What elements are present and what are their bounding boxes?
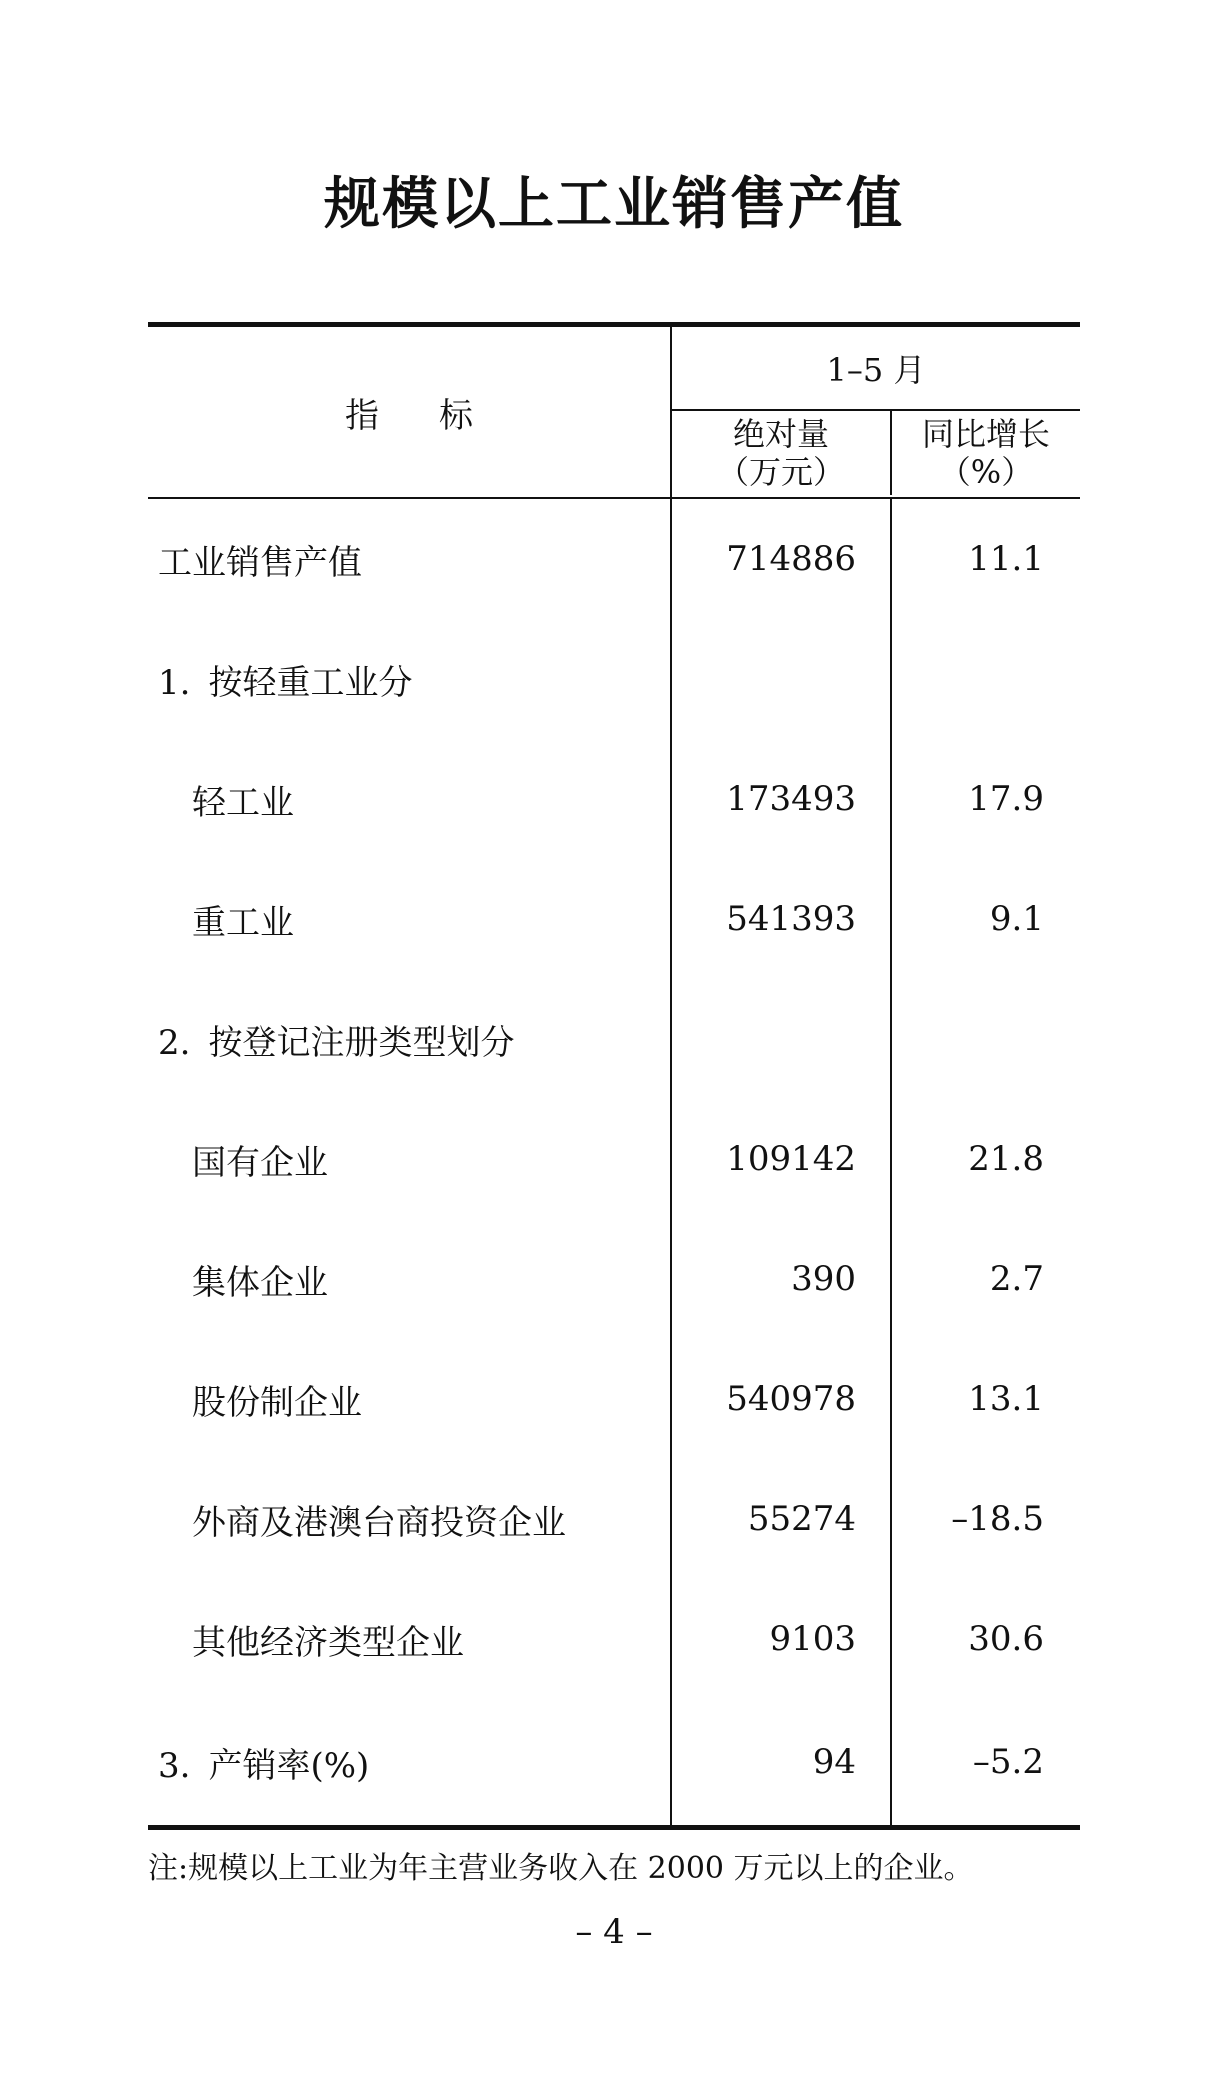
- row-growth: 21.8: [968, 1139, 1044, 1179]
- row-label: 产销率(%): [208, 1745, 370, 1786]
- row-value: 173493: [726, 779, 856, 819]
- row-label: 轻工业: [192, 782, 294, 823]
- row-value: 94: [812, 1742, 856, 1782]
- column-divider: [890, 499, 892, 1825]
- row-growth: 2.7: [989, 1259, 1044, 1299]
- row-label: 集体企业: [192, 1262, 328, 1303]
- table-row: [148, 1339, 1080, 1459]
- header-right: [670, 327, 1080, 497]
- header-indicator: 指标: [345, 395, 533, 436]
- row-indicator: [148, 1015, 670, 1064]
- row-indicator: [148, 1135, 670, 1184]
- table-row: [148, 1579, 1080, 1699]
- column-divider: [670, 499, 672, 1825]
- table-header: [148, 327, 1080, 499]
- page-title: 规模以上工业销售产值: [324, 172, 904, 237]
- header-growth-column: [892, 411, 1080, 495]
- row-indicator: [148, 1615, 670, 1664]
- header-growth-label: 同比增长: [921, 415, 1050, 453]
- row-value: 109142: [726, 1139, 856, 1179]
- footnote: 注:规模以上工业为年主营业务收入在 2000 万元以上的企业。: [148, 1851, 974, 1886]
- row-growth: 9.1: [989, 899, 1044, 939]
- table-row: [148, 1099, 1080, 1219]
- header-value-unit: （万元）: [716, 453, 845, 491]
- row-indicator: [148, 1375, 670, 1424]
- row-growth: 13.1: [968, 1379, 1044, 1419]
- row-indicator: [148, 1495, 670, 1544]
- row-growth: –5.2: [972, 1742, 1044, 1782]
- row-indicator: [148, 895, 670, 944]
- table-row: [148, 1219, 1080, 1339]
- table-row: [148, 859, 1080, 979]
- row-label: 按轻重工业分: [208, 662, 413, 703]
- row-indicator: [148, 535, 670, 584]
- header-growth-unit: （%）: [938, 453, 1034, 491]
- table-row: [148, 619, 1080, 739]
- row-value: 55274: [747, 1499, 856, 1539]
- row-value: 9103: [769, 1619, 856, 1659]
- page-number: – 4 –: [575, 1912, 653, 1952]
- row-growth: 11.1: [968, 539, 1044, 579]
- row-indicator: [148, 775, 670, 824]
- row-number: 2.: [158, 1022, 191, 1063]
- row-number: 3.: [158, 1745, 191, 1786]
- row-label: 工业销售产值: [158, 542, 362, 583]
- header-columns: [672, 411, 1080, 495]
- data-table: [148, 322, 1080, 1830]
- row-label: 重工业: [192, 902, 294, 943]
- row-label: 外商及港澳台商投资企业: [192, 1502, 566, 1543]
- table-row: [148, 1699, 1080, 1825]
- row-growth: –18.5: [951, 1499, 1044, 1539]
- header-period: 1–5 月: [672, 327, 1080, 411]
- row-indicator: [148, 655, 670, 704]
- header-value-column: [672, 411, 892, 495]
- row-value: 541393: [726, 899, 856, 939]
- row-label: 按登记注册类型划分: [208, 1022, 515, 1063]
- header-value-label: 绝对量: [732, 415, 829, 453]
- row-value: 390: [791, 1259, 856, 1299]
- table-body: [148, 499, 1080, 1825]
- row-label: 其他经济类型企业: [192, 1622, 464, 1663]
- row-value: 714886: [726, 539, 856, 579]
- row-label: 国有企业: [192, 1142, 328, 1183]
- table-row: [148, 739, 1080, 859]
- row-growth: 17.9: [968, 779, 1044, 819]
- row-label: 股份制企业: [192, 1382, 362, 1423]
- row-value: 540978: [726, 1379, 856, 1419]
- row-growth: 30.6: [968, 1619, 1044, 1659]
- row-indicator: [148, 1738, 670, 1787]
- row-number: 1.: [158, 662, 191, 703]
- row-indicator: [148, 1255, 670, 1304]
- table-row: [148, 1459, 1080, 1579]
- table-row: [148, 979, 1080, 1099]
- table-row: [148, 499, 1080, 619]
